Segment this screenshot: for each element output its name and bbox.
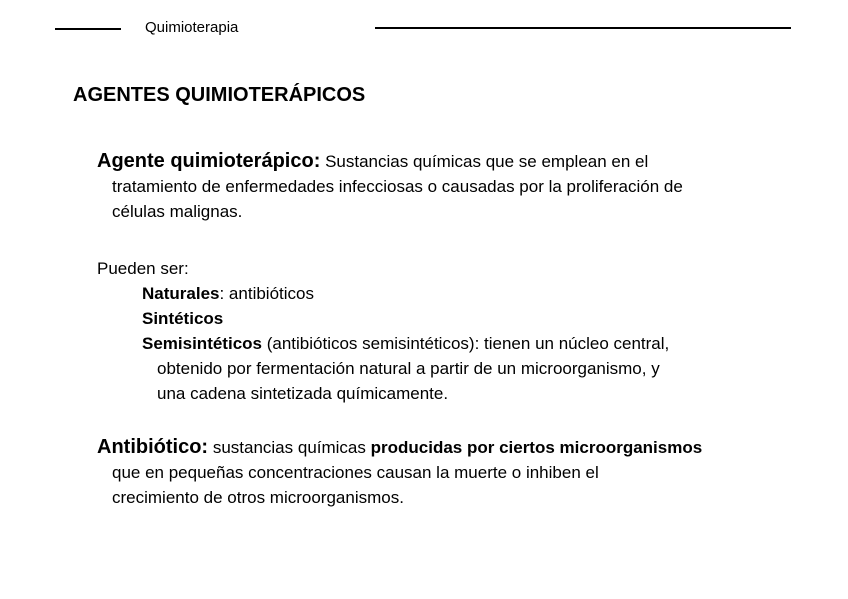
- agent-text-line1: Sustancias químicas que se emplean en el: [320, 152, 649, 171]
- type-natural-term: Naturales: [142, 284, 220, 303]
- header-rule-right: [375, 27, 791, 29]
- header-rule-left: [55, 28, 121, 30]
- agent-definition: [97, 149, 797, 224]
- antibiotic-term: Antibiótico:: [97, 436, 209, 458]
- type-semi-line2: obtenido por fermentación natural a partir de un microorganismo, y: [157, 359, 660, 378]
- type-natural-text: : antibióticos: [219, 284, 314, 303]
- slide-title: AGENTES QUIMIOTERÁPICOS: [73, 84, 366, 106]
- antibiotic-definition: [97, 435, 817, 510]
- agent-term: Agente quimioterápico:: [97, 150, 321, 172]
- antibiotic-bold: producidas por ciertos microorganismos: [370, 438, 703, 457]
- type-synthetic: [97, 306, 797, 331]
- type-semi-term: Semisintéticos: [142, 334, 262, 353]
- type-semi-text: (antibióticos semisintéticos): tienen un núcleo central,: [262, 334, 670, 353]
- antibiotic-text1: sustancias químicas: [208, 438, 371, 457]
- header-title: Quimioterapia: [145, 19, 239, 36]
- agent-types: [97, 256, 797, 406]
- agent-text-line3: células malignas.: [112, 202, 243, 221]
- antibiotic-line2: que en pequeñas concentraciones causan la muerte o inhiben el: [112, 463, 599, 482]
- type-semisynthetic: [97, 331, 797, 356]
- types-intro: Pueden ser:: [97, 259, 189, 278]
- type-natural: [97, 281, 797, 306]
- type-synthetic-term: Sintéticos: [142, 309, 224, 328]
- antibiotic-line3: crecimiento de otros microorganismos.: [112, 488, 404, 507]
- type-semi-line3: una cadena sintetizada químicamente.: [157, 384, 449, 403]
- agent-text-line2: tratamiento de enfermedades infecciosas o causadas por la proliferación de: [112, 177, 683, 196]
